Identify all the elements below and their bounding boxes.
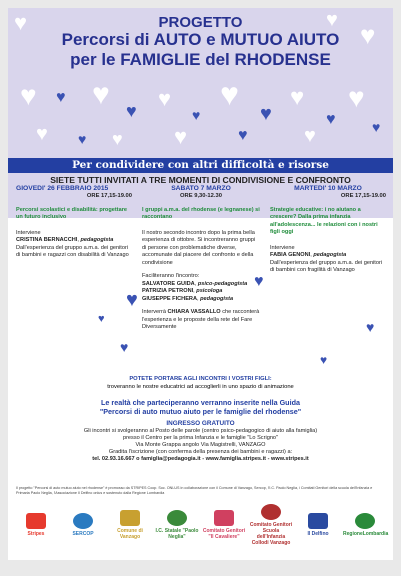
poster — [8, 8, 393, 560]
meeting-text: Il nostro secondo incontro dopo la prima bella esperienza di ottobre. Si incontreranno gruppi di persone con problematiche diverse, accomunate dal piacere del confronto e della condivisione — [142, 229, 256, 266]
logo-mark-icon — [214, 510, 234, 526]
logo-mark-icon — [167, 510, 187, 526]
heart-icon: ♥ — [14, 10, 28, 35]
heart-icon: ♥ — [192, 107, 201, 123]
kids-text: troveranno le nostre educatrici ad accoglierli in uno spazio di animazione — [107, 384, 294, 390]
heart-icon: ♥ — [78, 131, 87, 147]
heart-icon: ♥ — [158, 86, 172, 111]
meeting-2 — [142, 184, 260, 332]
facilitator: GIUSEPPE FICHERA, pedagogista — [142, 295, 234, 302]
meeting-date: GIOVEDI' 26 FEBBRAIO 2015 — [16, 185, 109, 192]
logo-mark-icon — [120, 510, 140, 526]
logo-label: RegioneLombardia — [343, 530, 389, 537]
closing-b: che racconterà l'esperienza e le proposte della rete del Fare Diversamente — [142, 309, 260, 330]
logo-label: Comune di Vanzago — [117, 527, 143, 540]
heart-icon: ♥ — [220, 76, 239, 112]
facilitator: PATRIZIA PETRONI, psicologa — [142, 288, 223, 294]
heart-icon: ♥ — [20, 80, 37, 111]
logo-label: Il Delfino — [307, 530, 329, 537]
info-line: Gli incontri si svolgeranno al Posto delle parole (centro psico-pedagogico di aiuto alla famiglia) — [83, 428, 318, 434]
facilitator-name: GIUSEPPE FICHERA — [142, 295, 198, 302]
speaker: FABIA GENONI, pedagogista — [270, 252, 347, 258]
title-line-3: per le FAMIGLIE del RHODENSE — [70, 50, 331, 69]
logo-label: Stripes — [27, 530, 45, 537]
guide-notice — [8, 398, 393, 416]
heart-icon: ♥ — [326, 111, 336, 128]
heart-icon: ♥ — [260, 103, 272, 125]
partner-logos — [14, 502, 387, 547]
logo-mark-icon — [261, 504, 281, 520]
heart-icon: ♥ — [92, 78, 110, 111]
guide-line-1: Le realtà che parteciperanno verranno inserite nella Guida — [101, 398, 300, 407]
venue-info — [18, 428, 383, 463]
partner-logo — [343, 513, 387, 537]
title-line-1: PROGETTO — [158, 14, 243, 31]
invite-heading: SIETE TUTTI INVITATI A TRE MOMENTI DI CONDIVISIONE E CONFRONTO — [50, 175, 351, 185]
info-line: Via Monte Grappa angolo Via Magistrelli, VANZAGO — [135, 442, 266, 448]
heart-icon: ♥ — [304, 125, 316, 147]
facilitator-name: SALVATORE GUIDA — [142, 280, 195, 287]
facilitator-name: PATRIZIA PETRONI — [142, 288, 194, 294]
heart-icon: ♥ — [290, 84, 305, 111]
heart-icon: ♥ — [366, 319, 375, 335]
partner-logo — [108, 510, 152, 540]
partner-logo — [202, 510, 246, 540]
logo-mark-icon — [26, 513, 46, 529]
logo-mark-icon — [73, 513, 93, 529]
heart-icon: ♥ — [360, 20, 376, 50]
heart-icon: ♥ — [126, 101, 137, 121]
meeting-theme: I gruppi a.m.a. del rhodense (e legnanese) si raccontano — [142, 206, 260, 220]
closing-a: Interverrà — [142, 309, 166, 315]
facilitator-role: pedagogista — [200, 295, 234, 302]
heart-icon: ♥ — [56, 89, 66, 106]
contact-line: tel. 02.93.16.667 o famiglia@pedagogia.it - www.famiglia.stripes.it - www.stripes.it — [92, 456, 309, 462]
intro-label: Interviene — [270, 244, 295, 251]
partner-logo — [249, 504, 293, 546]
heart-icon: ♥ — [98, 313, 105, 325]
meeting-text: Dall'esperienza del gruppo a.m.a. dei genitori di bambini e ragazzi con disabilità di Vanzago — [16, 244, 129, 258]
heart-icon: ♥ — [36, 123, 48, 145]
meeting-time: ORE 17,15-19.00 — [86, 193, 132, 199]
facilitator-role: psico-pedagogista — [197, 280, 248, 287]
kids-notice — [8, 375, 393, 391]
heart-icon: ♥ — [372, 119, 381, 135]
speaker-name: FABIA GENONI — [270, 252, 311, 258]
meeting-theme: Percorsi scolastici e disabilità: progettare un futuro inclusivo — [16, 206, 127, 220]
meeting-time: ORE 9,30-12.30 — [180, 193, 222, 199]
meeting-3 — [270, 184, 386, 275]
partner-logo — [61, 513, 105, 537]
heart-icon: ♥ — [238, 127, 248, 144]
logo-label: SERCOP — [72, 530, 94, 537]
title-line-2: Percorsi di AUTO e MUTUO AIUTO — [61, 30, 340, 49]
guide-line-2: "Percorsi di auto mutuo aiuto per le famiglie del rhodense" — [99, 407, 302, 416]
heart-icon: ♥ — [174, 124, 188, 149]
facilitator: SALVATORE GUIDA, psico-pedagogista — [142, 280, 248, 287]
heart-icon: ♥ — [254, 273, 264, 290]
info-line: presso il Centro per la prima Infanzia e le famiglie "Lo Scrigno" — [122, 435, 279, 441]
meeting-text: Dall'esperienza del gruppo a.m.a. dei genitori di bambini con fragilità di Vanzago — [270, 259, 383, 273]
facilitators-label: Faciliteranno l'incontro: — [142, 273, 200, 279]
heart-icon: ♥ — [120, 339, 129, 355]
heart-icon: ♥ — [348, 82, 365, 113]
meeting-1 — [16, 184, 132, 260]
banner: Per condividere con altri difficoltà e risorse — [8, 158, 393, 173]
logo-mark-icon — [355, 513, 375, 529]
heart-icon: ♥ — [112, 129, 123, 149]
info-line: Gradita l'iscrizione (con conferma della presenza dei bambini e ragazzi) a: — [108, 449, 293, 455]
meeting-date: MARTEDI' 10 MARZO — [294, 185, 362, 192]
logo-label: I.C. Statale "Paolo Neglia" — [155, 527, 199, 540]
partner-logo — [155, 510, 199, 540]
logo-mark-icon — [308, 513, 328, 529]
meeting-date: SABATO 7 MARZO — [171, 185, 231, 192]
meeting-time: ORE 17,15-19.00 — [340, 193, 386, 199]
meeting-theme: Strategie educative: i no aiutano a crescere? Dalla prima infanzia all'adolescenza... le relazioni con i nostri figli oggi — [270, 206, 378, 235]
speaker-name: CRISTINA BERNACCHI — [16, 237, 78, 243]
logo-label: Comitato Genitori Scuola dell'Infanzia Collodi Vanzago — [249, 521, 293, 546]
closing-name: CHIARA VASSALLO — [167, 309, 221, 315]
speaker-role: pedagogista — [80, 237, 114, 243]
heart-icon: ♥ — [326, 9, 338, 31]
speaker-role: pedagogista — [313, 252, 347, 258]
partner-logo — [14, 513, 58, 537]
kids-heading: POTETE PORTARE AGLI INCONTRI I VOSTRI FIGLI: — [129, 376, 272, 382]
heart-icon: ♥ — [126, 289, 138, 311]
heart-icon: ♥ — [320, 353, 328, 367]
speaker: CRISTINA BERNACCHI, pedagogista — [16, 237, 114, 243]
intro-label: Interviene — [16, 229, 41, 236]
closing-text — [142, 309, 260, 332]
logo-label: Comitato Genitori "Il Cavaliere" — [202, 527, 246, 540]
partner-logo — [296, 513, 340, 537]
footer-note: Il progetto "Percorsi di auto mutuo aiuto nel rhodense" è promosso da STRIPES Coop. Soc. ONLUS in collaborazione con il Comune di Vanzago, Sercop, l'I.C. Paolo Neglia, i Comitati Genitori della scuola dell'Infanzia e Primaria Paolo Neglia, l'Associazione Il Delfino onlus e sostenuto dalla Regione Lombardia — [16, 486, 373, 495]
free-entry: INGRESSO GRATUITO — [166, 420, 235, 427]
facilitator-role: psicologa — [196, 288, 223, 294]
